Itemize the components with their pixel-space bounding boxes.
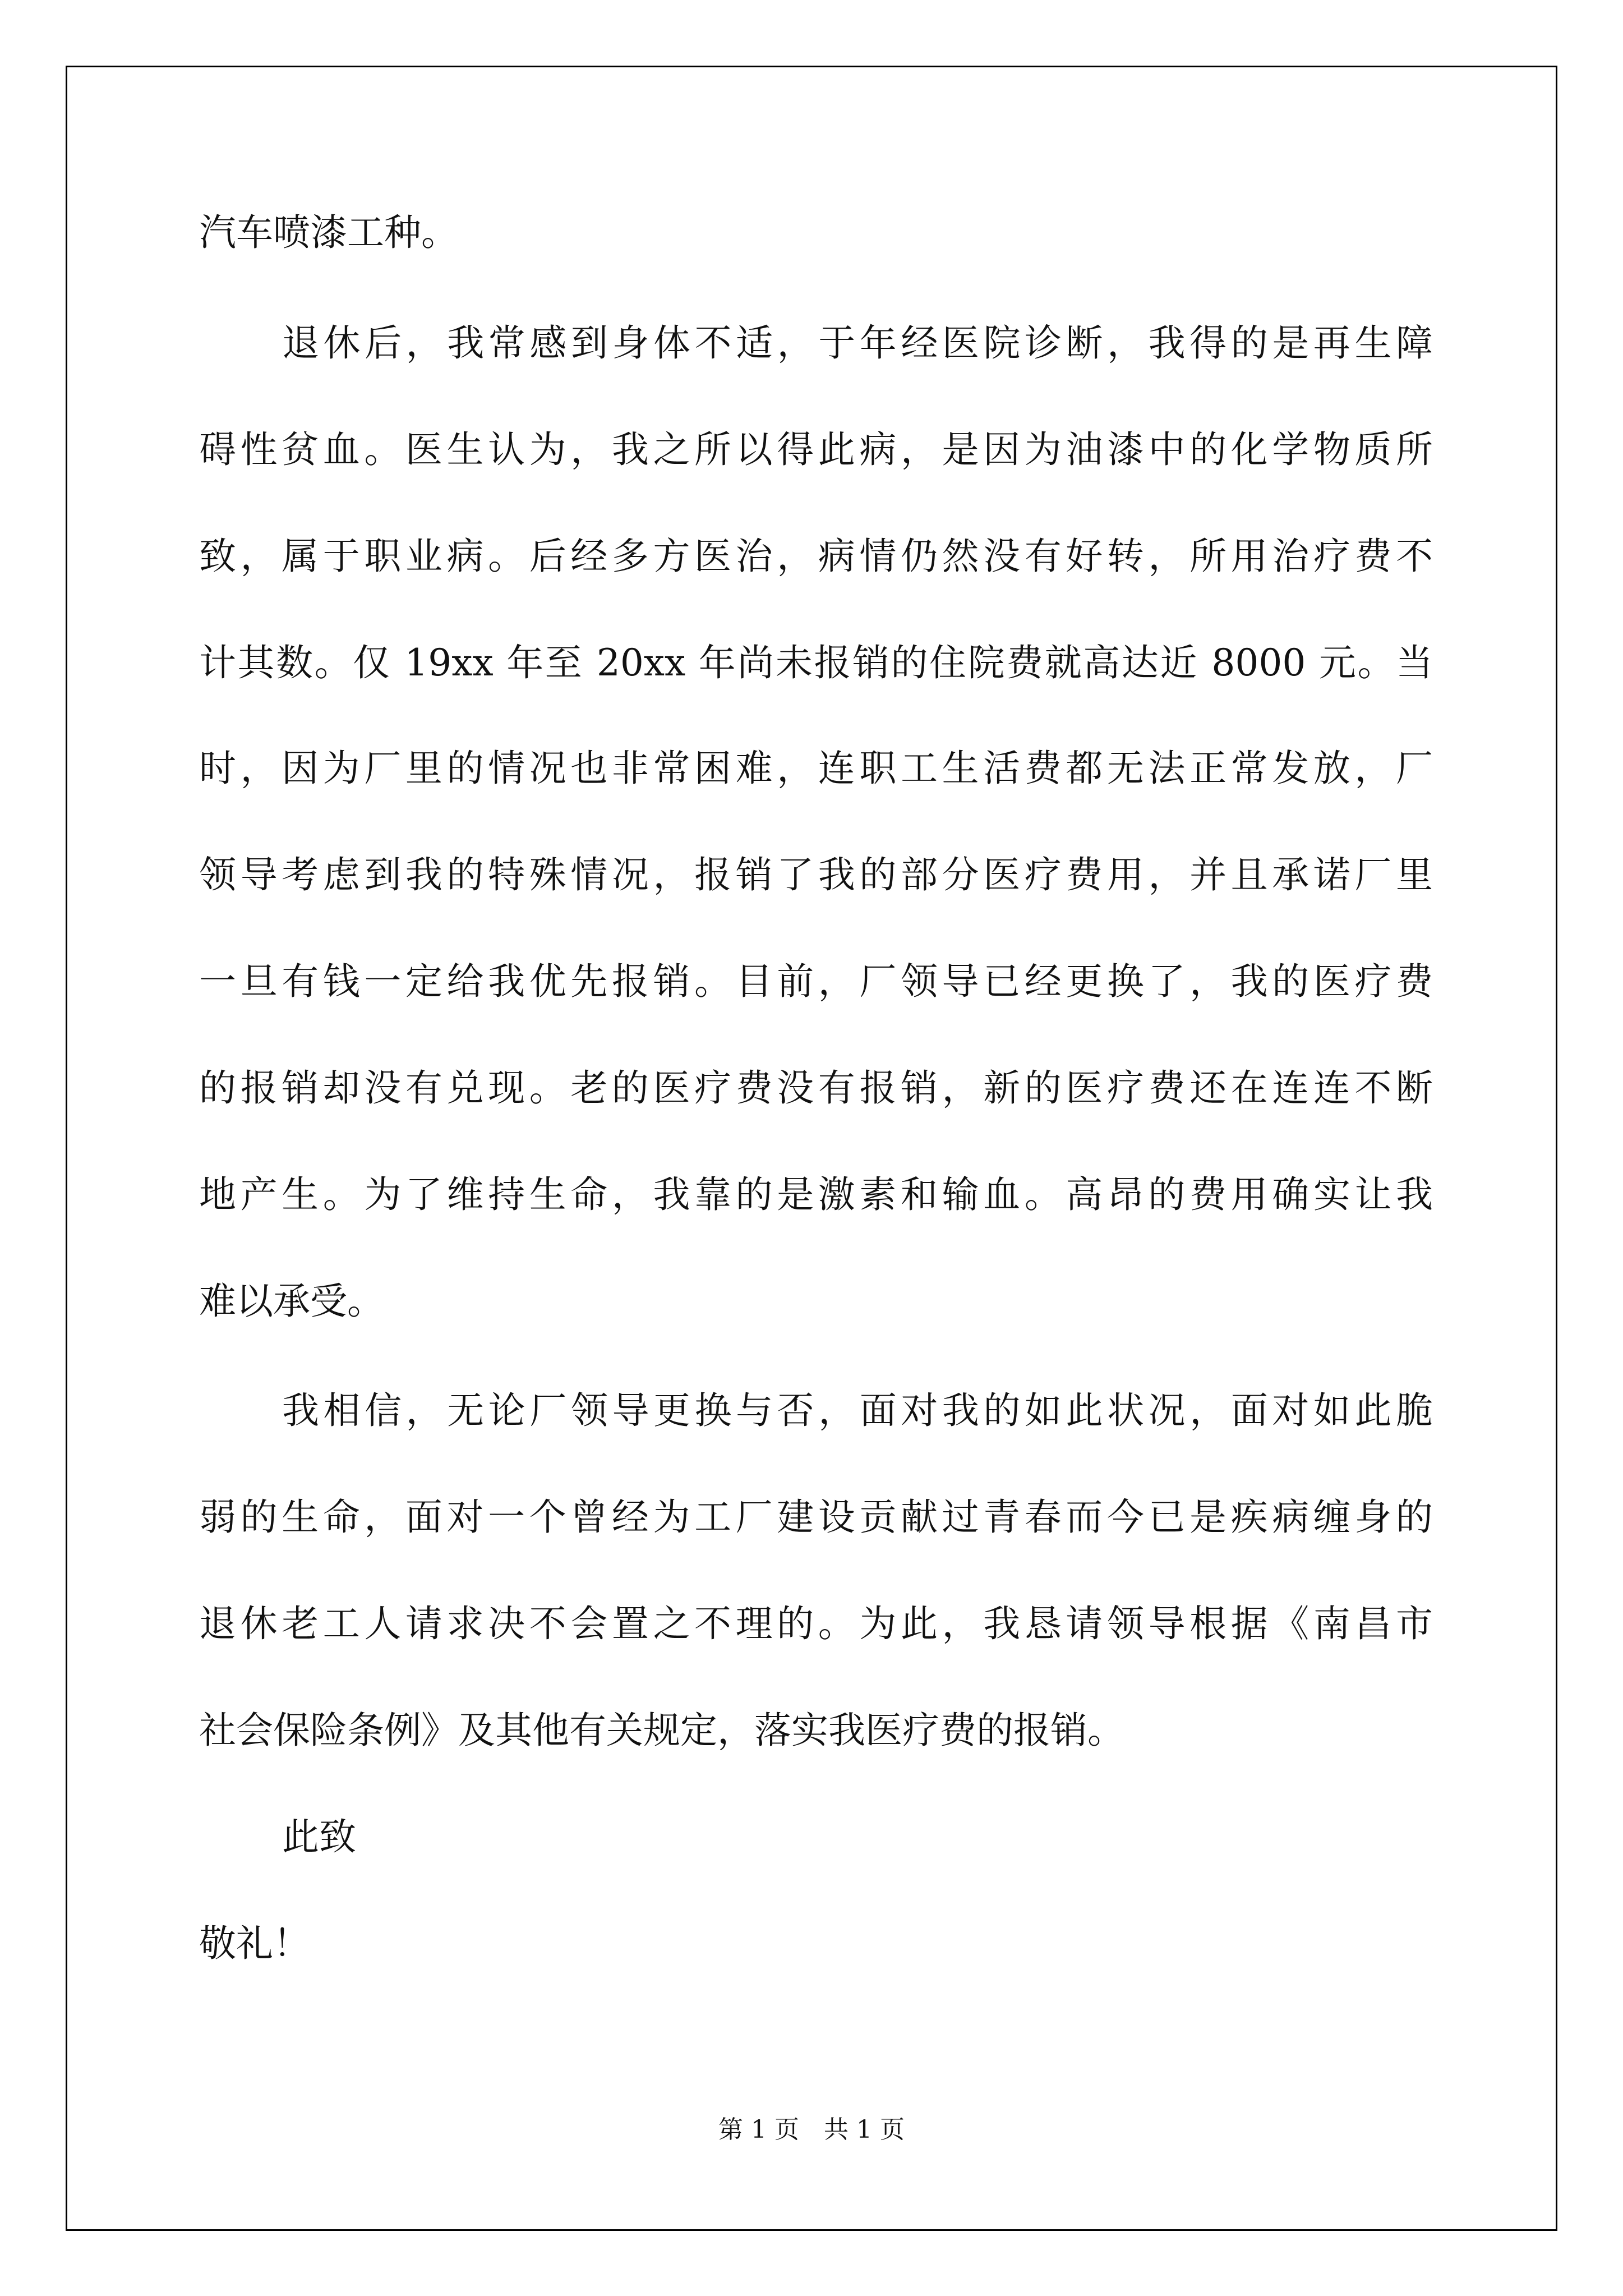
body-line-15: 社会保险条例》及其他有关规定，落实我医疗费的报销。 bbox=[199, 1709, 1124, 1752]
body-line-11: 难以承受。 bbox=[199, 1280, 384, 1323]
closing-line: 此致 bbox=[282, 1815, 356, 1858]
body-line-14: 退休老工人请求决不会置之不理的。为此，我恳请领导根据《南昌市 bbox=[199, 1602, 1433, 1645]
body-line-12: 我相信，无论厂领导更换与否，面对我的如此状况，面对如此脆 bbox=[282, 1389, 1433, 1432]
body-line-10: 地产生。为了维持生命，我靠的是激素和输血。高昂的费用确实让我 bbox=[199, 1173, 1433, 1216]
body-line-6: 时，因为厂里的情况也非常困难，连职工生活费都无法正常发放，厂 bbox=[199, 747, 1433, 790]
body-line-4: 致，属于职业病。后经多方医治，病情仍然没有好转，所用治疗费不 bbox=[199, 535, 1433, 578]
body-line-9: 的报销却没有兑现。老的医疗费没有报销，新的医疗费还在连连不断 bbox=[199, 1066, 1433, 1110]
body-line-7: 领导考虑到我的特殊情况，报销了我的部分医疗费用，并且承诺厂里 bbox=[199, 853, 1433, 896]
body-line-5: 计其数。仅 19xx 年至 20xx 年尚未报销的住院费就高达近 8000 元。当 bbox=[199, 641, 1433, 684]
salutation-line: 敬礼！ bbox=[199, 1922, 310, 1965]
page-footer: 第 1 页 共 1 页 bbox=[718, 2115, 905, 2144]
body-line-2: 退休后，我常感到身体不适，于年经医院诊断，我得的是再生障 bbox=[282, 321, 1433, 365]
body-line-13: 弱的生命，面对一个曾经为工厂建设贡献过青春而今已是疾病缠身的 bbox=[199, 1496, 1433, 1539]
body-line-1: 汽车喷漆工种。 bbox=[199, 211, 458, 254]
body-line-8: 一旦有钱一定给我优先报销。目前，厂领导已经更换了，我的医疗费 bbox=[199, 960, 1433, 1003]
body-line-3: 碍性贫血。医生认为，我之所以得此病，是因为油漆中的化学物质所 bbox=[199, 428, 1433, 471]
page-border bbox=[66, 66, 1557, 2231]
